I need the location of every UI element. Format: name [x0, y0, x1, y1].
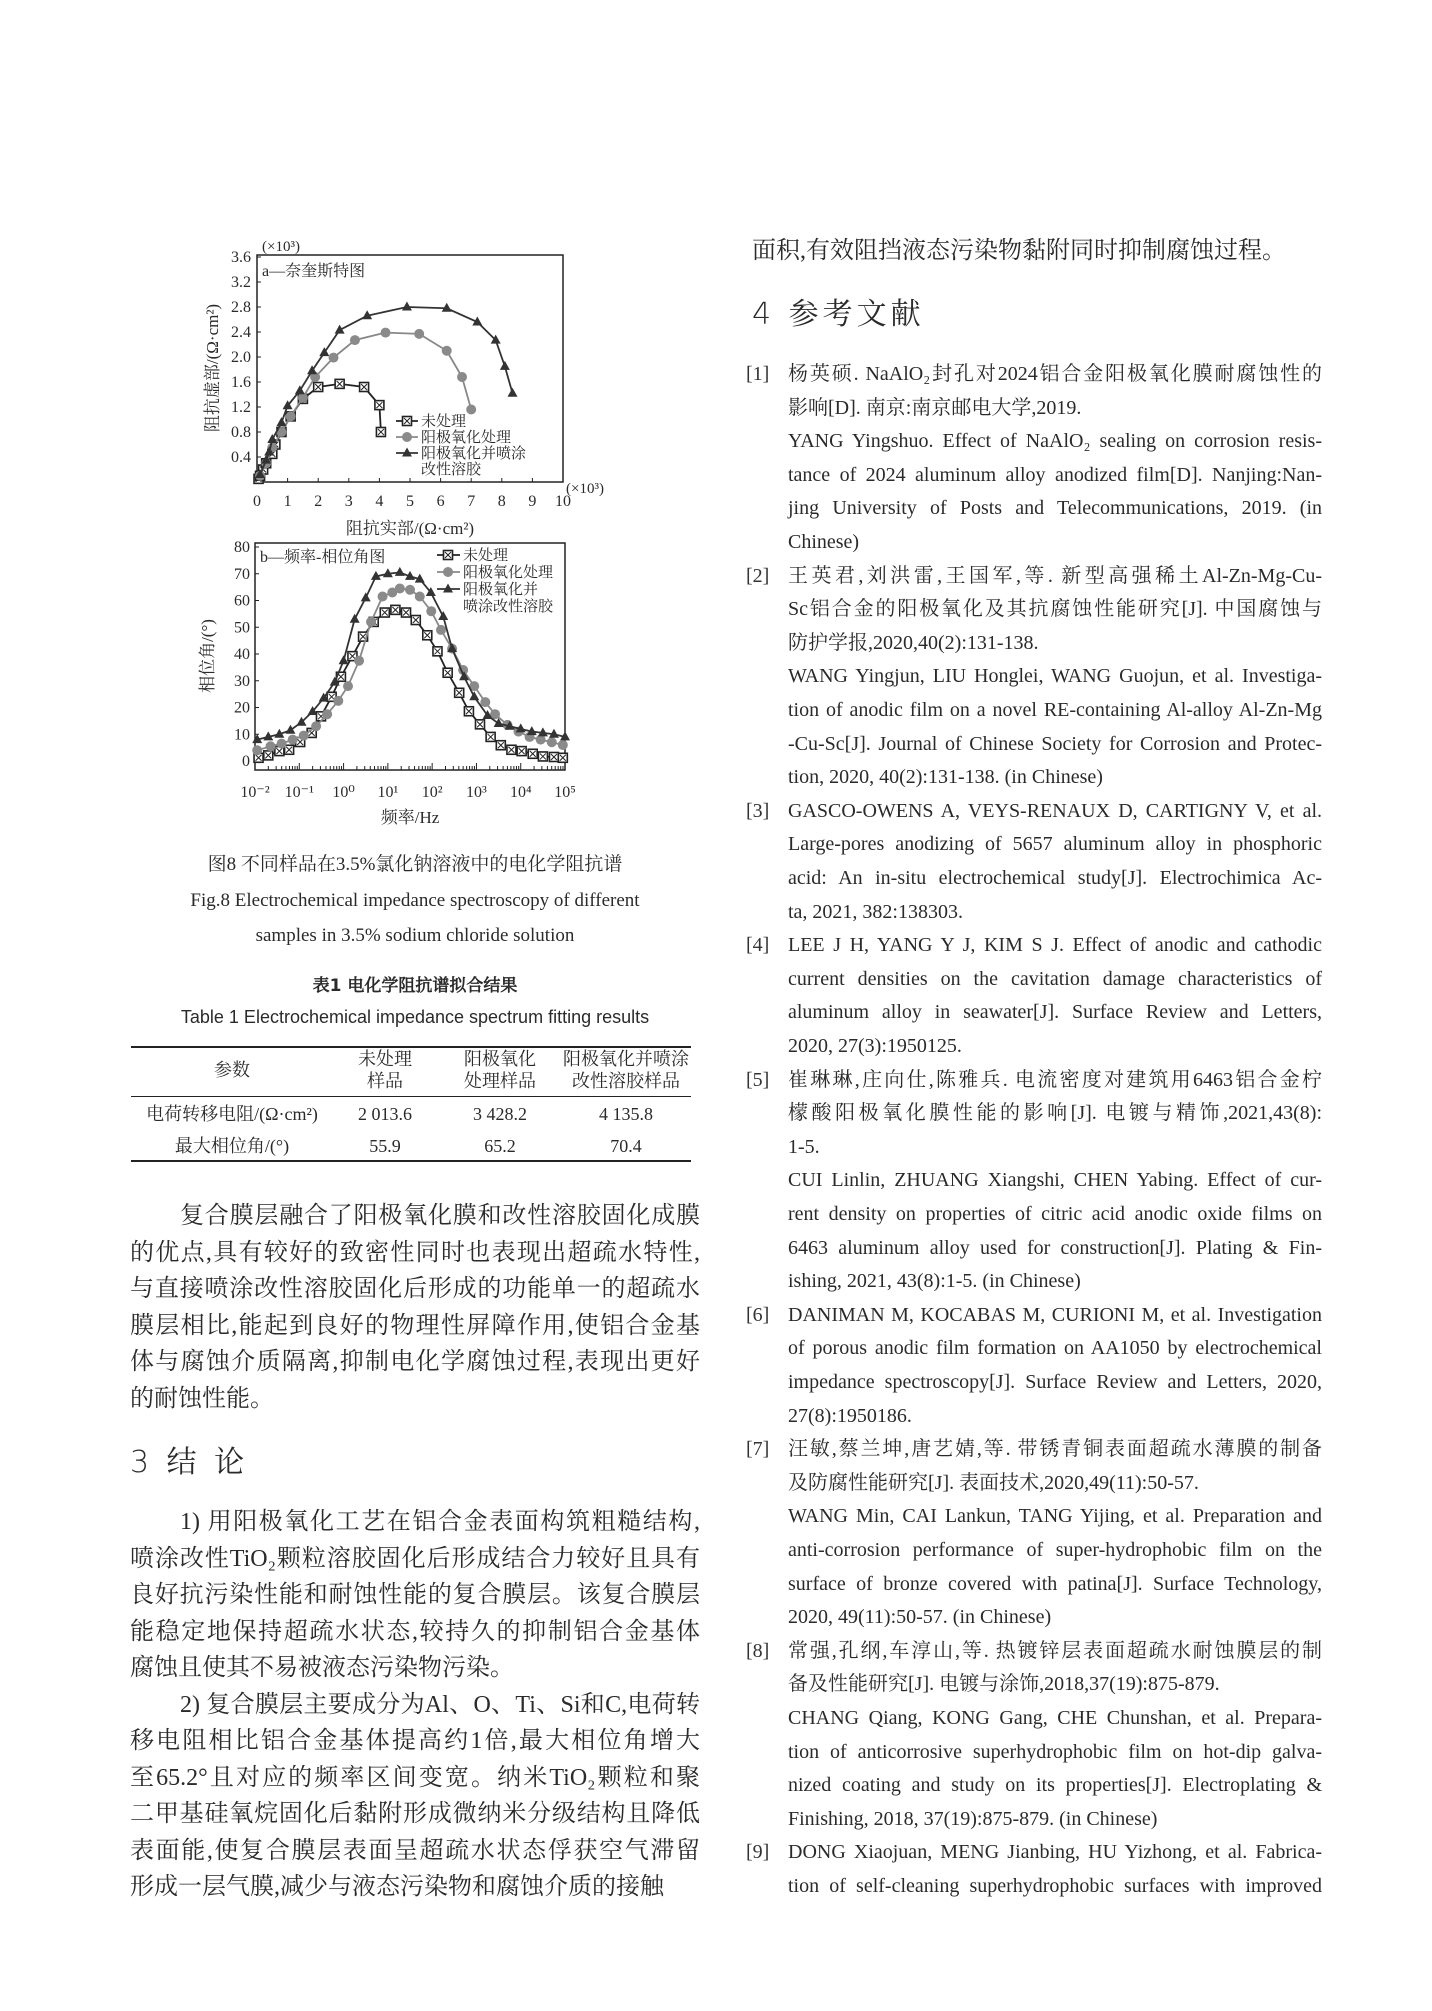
table-title-zh: 表1 电化学阻抗谱拟合结果	[312, 976, 518, 996]
reference-line: DONG Xiaojuan, MENG Jianbing, HU Yizhong, et al. Fabrica-	[788, 1841, 1322, 1864]
y-tick-label: 0	[242, 753, 250, 770]
circle-marker	[329, 353, 339, 363]
reference-number: [3]	[746, 799, 770, 822]
reference-line: surface of bronze covered with patina[J]. Surface Technology,	[788, 1572, 1322, 1595]
y-tick-label: 2.0	[231, 349, 251, 366]
x-tick-label: 9	[528, 493, 537, 510]
triangle-marker	[508, 388, 518, 397]
figure-caption-en-1: Fig.8 Electrochemical impedance spectroscopy of different	[190, 890, 640, 911]
conclusion-line: 表面能,使复合膜层表面呈超疏水状态俘获空气滞留	[130, 1837, 700, 1864]
circle-marker	[436, 625, 446, 635]
circle-marker	[286, 411, 296, 421]
reference-number: [4]	[746, 934, 770, 957]
reference-line: tion of self-cleaning superhydrophobic surfaces with improved	[788, 1875, 1322, 1897]
x-multiplier-label: (×10³)	[566, 481, 604, 497]
reference-line: nized coating and study on its properties[J]. Electroplating &	[788, 1774, 1322, 1797]
legend-label: 阳极氧化处理	[463, 565, 554, 581]
circle-marker	[414, 329, 424, 339]
reference-line: 备及性能研究[J]. 电镀与涂饰,2018,37(19):875-879.	[788, 1673, 1220, 1696]
reference-line: 常强,孔纲,车淳山,等. 热镀锌层表面超疏水耐蚀膜层的制	[788, 1639, 1322, 1662]
circle-marker	[350, 335, 360, 345]
y-tick-label: 30	[234, 672, 250, 690]
conclusion-line: 移电阻相比铝合金基体提高约1倍,最大相位角增大	[130, 1728, 700, 1754]
reference-line: Chinese)	[788, 531, 860, 553]
reference-line: 防护学报,2020,40(2):131-138.	[788, 631, 1039, 654]
y-axis-label: 相位角/(°)	[198, 619, 217, 693]
header-line: 未处理	[358, 1049, 412, 1069]
legend-label: 阳极氧化处理	[421, 430, 512, 446]
reference-line: 2020, 49(11):50-57. (in Chinese)	[788, 1606, 1052, 1629]
header-line: 阳极氧化	[464, 1049, 536, 1069]
x-tick-label: 10³	[466, 784, 487, 801]
triangle-marker	[402, 302, 412, 311]
figure-caption-zh: 图8 不同样品在3.5%氯化钠溶液中的电化学阻抗谱	[207, 854, 623, 875]
reference-line: LEE J H, YANG Y J, KIM S J. Effect of anodic and cathodic	[788, 934, 1322, 957]
reference-line: Finishing, 2018, 37(19):875-879. (in Chinese)	[788, 1807, 1158, 1830]
y-tick-label: 70	[234, 565, 250, 583]
circle-marker	[402, 432, 412, 442]
header-line: 处理样品	[464, 1071, 536, 1091]
header-line: 样品	[367, 1071, 403, 1091]
legend-label: 阳极氧化并	[463, 582, 539, 598]
panel-title: b—频率-相位角图	[260, 549, 386, 566]
reference-line: DANIMAN M, KOCABAS M, CURIONI M, et al. Investigation	[788, 1303, 1322, 1326]
reference-number: [2]	[746, 564, 770, 587]
circle-marker	[333, 696, 343, 706]
y-tick-label: 60	[234, 592, 250, 610]
x-tick-label: 10⁻²	[240, 784, 270, 801]
triangle-marker	[276, 417, 286, 426]
table-header-untreated	[358, 1048, 412, 1092]
reference-line: YANG Yingshuo. Effect of NaAlO₂ sealing on corrosion resis-	[788, 430, 1322, 453]
circle-marker	[457, 372, 467, 382]
x-tick-label: 10⁴	[509, 784, 532, 801]
circle-marker	[480, 697, 490, 707]
circle-marker	[277, 739, 287, 749]
y-tick-label: 0.8	[231, 424, 251, 441]
triangle-marker	[267, 434, 277, 443]
legend-label: 改性溶胶	[421, 462, 482, 478]
reference-line: jing University of Posts and Telecommunications, 2019. (in	[788, 497, 1322, 520]
circle-marker	[343, 681, 353, 691]
paragraph-line: 复合膜层融合了阳极氧化膜和改性溶胶固化成膜	[180, 1203, 700, 1229]
figure-caption-en-2: samples in 3.5% sodium chloride solution	[255, 925, 575, 946]
paragraph-line: 与直接喷涂改性溶胶固化后形成的功能单一的超疏水	[130, 1276, 700, 1302]
triangle-marker	[402, 448, 412, 457]
y-tick-label: 20	[234, 699, 250, 717]
circle-marker	[299, 731, 309, 741]
x-axis-label: 阻抗实部/(Ω·cm²)	[345, 519, 475, 538]
reference-line: ishing, 2021, 43(8):1-5. (in Chinese)	[788, 1270, 1081, 1293]
table-cell: 70.4	[610, 1136, 642, 1156]
circle-marker	[442, 346, 452, 356]
table-bottom-rule	[131, 1160, 691, 1162]
paragraph-line: 膜层相比,能起到良好的物理性屏障作用,使铝合金基	[130, 1312, 700, 1339]
conclusion-line: 喷涂改性TiO₂颗粒溶胶固化后形成结合力较好且具有	[130, 1545, 700, 1572]
table-cell: 最大相位角/(°)	[174, 1136, 290, 1156]
triangle-marker	[350, 614, 360, 623]
y-axis-label: 阻抗虚部/(Ω·cm²)	[203, 303, 222, 433]
x-tick-label: 10	[555, 493, 571, 510]
conclusion-line: 腐蚀且使其不易被液态污染物污染。	[130, 1655, 514, 1681]
legend-label: 未处理	[463, 548, 509, 564]
reference-number: [1]	[746, 363, 770, 385]
reference-line: WANG Min, CAI Lankun, TANG Yijing, et al. Preparation and	[788, 1505, 1322, 1528]
table-cell: 4 135.8	[599, 1104, 653, 1124]
reference-line: -Cu-Sc[J]. Journal of Chinese Society for Corrosion and Protec-	[788, 732, 1322, 755]
y-multiplier-label: (×10³)	[262, 239, 300, 255]
reference-line: 王英君,刘洪雷,王国军,等. 新型高强稀土Al-Zn-Mg-Cu-	[788, 564, 1322, 587]
continuation-line: 面积,有效阻挡液态污染物黏附同时抑制腐蚀过程。	[752, 238, 1286, 264]
reference-line: CHANG Qiang, KONG Gang, CHE Chunshan, et al. Prepara-	[788, 1707, 1322, 1729]
y-tick-label: 50	[234, 619, 250, 637]
conclusion-line: 形成一层气膜,减少与液态污染物和腐蚀介质的接触	[130, 1874, 664, 1900]
x-tick-label: 10⁻¹	[284, 784, 314, 801]
table-header-param: 参数	[214, 1060, 250, 1080]
reference-line: of porous anodic film formation on AA1050 by electrochemical	[788, 1337, 1322, 1360]
circle-marker	[252, 745, 262, 755]
y-tick-label: 10	[234, 726, 250, 744]
x-axis-label: 频率/Hz	[380, 808, 440, 827]
circle-marker	[466, 405, 476, 415]
circle-marker	[558, 740, 568, 750]
circle-marker	[378, 591, 388, 601]
x-tick-label: 1	[283, 493, 292, 510]
triangle-marker	[438, 611, 448, 620]
section-3-heading: 3 结 论	[130, 1445, 249, 1480]
y-tick-label: 2.4	[231, 324, 251, 341]
y-tick-label: 40	[234, 646, 250, 663]
triangle-marker	[339, 655, 349, 664]
reference-line: 影响[D]. 南京:南京邮电大学,2019.	[788, 396, 1082, 419]
conclusion-line: 2) 复合膜层主要成分为Al、O、Ti、Si和C,电荷转	[180, 1691, 700, 1718]
x-tick-label: 10²	[421, 784, 443, 801]
reference-number: [6]	[746, 1303, 770, 1326]
y-tick-label: 3.6	[231, 249, 251, 266]
conclusion-line: 至65.2°且对应的频率区间变宽。纳米TiO₂颗粒和聚	[130, 1764, 700, 1791]
x-tick-label: 4	[375, 493, 384, 510]
circle-marker	[547, 737, 557, 747]
reference-line: 檬酸阳极氧化膜性能的影响[J]. 电镀与精饰,2021,43(8):	[788, 1102, 1322, 1125]
y-tick-label: 2.8	[231, 299, 251, 316]
header-line: 阳极氧化并喷涂	[563, 1049, 689, 1069]
table-header-anodized-sol	[563, 1048, 689, 1092]
y-tick-label: 0.4	[231, 449, 251, 466]
reference-line: rent density on properties of citric acid anodic oxide films on	[788, 1203, 1322, 1225]
x-tick-label: 10¹	[377, 784, 399, 801]
reference-line: 2020, 27(3):1950125.	[788, 1035, 962, 1057]
x-tick-label: 3	[344, 493, 353, 510]
reference-line: Large-pores anodizing of 5657 aluminum alloy in phosphoric	[788, 833, 1322, 856]
reference-number: [9]	[746, 1841, 770, 1864]
legend-label: 喷涂改性溶胶	[463, 599, 554, 615]
triangle-marker	[285, 725, 295, 734]
circle-marker	[443, 567, 453, 577]
circle-marker	[366, 617, 376, 627]
y-tick-label: 1.6	[231, 374, 251, 391]
table-cell: 2 013.6	[358, 1104, 412, 1124]
circle-marker	[322, 709, 332, 719]
legend-label: 阳极氧化并喷涂	[421, 446, 527, 462]
reference-number: [7]	[746, 1438, 770, 1461]
reference-line: anti-corrosion performance of super-hydrophobic film on the	[788, 1539, 1322, 1561]
triangle-marker	[443, 584, 453, 593]
reference-line: tion of anodic film on a novel RE-containing Al-alloy Al-Zn-Mg	[788, 699, 1322, 721]
x-tick-label: 7	[467, 493, 476, 510]
panel-title: a—奈奎斯特图	[262, 263, 366, 280]
reference-line: 杨英硕. NaAlO₂封孔对2024铝合金阳极氧化膜耐腐蚀性的	[788, 363, 1322, 385]
reference-line: tion of anticorrosive superhydrophobic film on hot-dip galva-	[788, 1740, 1322, 1763]
x-tick-label: 8	[497, 493, 506, 510]
table-cell: 65.2	[484, 1136, 516, 1156]
y-tick-label: 1.2	[231, 399, 251, 416]
reference-line: 1-5.	[788, 1135, 820, 1158]
reference-line: 汪敏,蔡兰坤,唐艺婧,等. 带锈青铜表面超疏水薄膜的制备	[788, 1438, 1322, 1461]
reference-line: acid: An in-situ electrochemical study[J]. Electrochimica Ac-	[788, 867, 1322, 889]
circle-marker	[311, 721, 321, 731]
reference-line: tion, 2020, 40(2):131-138. (in Chinese)	[788, 766, 1103, 789]
conclusion-line: 二甲基硅氧烷固化后黏附形成微纳米分级结构且降低	[130, 1801, 700, 1827]
reference-line: 崔琳琳,庄向仕,陈雅兵. 电流密度对建筑用6463铝合金柠	[788, 1068, 1322, 1091]
circle-marker	[415, 591, 425, 601]
reference-line: Sc铝合金的阳极氧化及其抗腐蚀性能研究[J]. 中国腐蚀与	[788, 598, 1322, 621]
circle-marker	[405, 585, 415, 595]
x-tick-label: 6	[436, 493, 445, 510]
y-tick-label: 80	[234, 539, 250, 556]
circle-marker	[426, 606, 436, 616]
reference-line: 6463 aluminum alloy used for construction[J]. Plating & Fin-	[788, 1236, 1322, 1259]
reference-number: [5]	[746, 1068, 770, 1091]
conclusion-line: 良好抗污染性能和耐蚀性能的复合膜层。该复合膜层	[130, 1582, 700, 1608]
conclusion-line: 1) 用阳极氧化工艺在铝合金表面构筑粗糙结构,	[180, 1509, 700, 1535]
x-tick-label: 5	[406, 493, 414, 510]
table-mid-rule	[131, 1096, 691, 1097]
conclusion-line: 能稳定地保持超疏水状态,较持久的抑制铝合金基体	[130, 1618, 700, 1645]
reference-line: current densities on the cavitation damage characteristics of	[788, 967, 1322, 990]
reference-line: tance of 2024 aluminum alloy anodized film[D]. Nanjing:Nan-	[788, 463, 1322, 486]
reference-line: 27(8):1950186.	[788, 1404, 912, 1427]
legend-label: 未处理	[421, 414, 467, 430]
paragraph-line: 的耐蚀性能。	[130, 1385, 274, 1412]
reference-line: ta, 2021, 382:138303.	[788, 900, 963, 923]
table-cell: 55.9	[369, 1136, 401, 1156]
reference-line: aluminum alloy in seawater[J]. Surface Review and Letters,	[788, 1001, 1322, 1024]
header-line: 改性溶胶样品	[572, 1071, 680, 1091]
paragraph-line: 体与腐蚀介质隔离,抑制电化学腐蚀过程,表现出更好	[130, 1349, 700, 1375]
x-tick-label: 2	[314, 493, 323, 510]
triangle-marker	[361, 592, 371, 601]
circle-marker	[381, 328, 391, 338]
section-4-heading: 4 参考文献	[752, 297, 925, 332]
paragraph-line: 的优点,具有较好的致密性同时也表现出超疏水特性,	[130, 1239, 700, 1266]
table-cell: 3 428.2	[473, 1104, 527, 1124]
triangle-marker	[395, 567, 405, 576]
x-tick-label: 10⁵	[554, 784, 576, 801]
reference-line: 及防腐性能研究[J]. 表面技术,2020,49(11):50-57.	[788, 1471, 1199, 1494]
table-cell: 电荷转移电阻/(Ω·cm²)	[146, 1104, 318, 1124]
circle-marker	[354, 656, 364, 666]
x-tick-label: 10⁰	[332, 784, 355, 801]
reference-line: impedance spectroscopy[J]. Surface Review and Letters, 2020,	[788, 1371, 1322, 1393]
table-header-anodized	[464, 1048, 536, 1092]
triangle-marker	[500, 361, 510, 370]
circle-marker	[288, 735, 298, 745]
circle-marker	[266, 741, 276, 751]
reference-line: GASCO-OWENS A, VEYS-RENAUX D, CARTIGNY V, et al.	[788, 799, 1322, 822]
reference-line: CUI Linlin, ZHUANG Xiangshi, CHEN Yabing. Effect of cur-	[788, 1169, 1322, 1192]
table-title-en: Table 1 Electrochemical impedance spectrum fitting results	[180, 1007, 650, 1027]
reference-number: [8]	[746, 1639, 770, 1662]
y-tick-label: 3.2	[231, 274, 251, 291]
circle-marker	[395, 583, 405, 593]
x-tick-label: 0	[253, 493, 261, 510]
reference-line: WANG Yingjun, LIU Honglei, WANG Guojun, et al. Investiga-	[788, 665, 1322, 688]
